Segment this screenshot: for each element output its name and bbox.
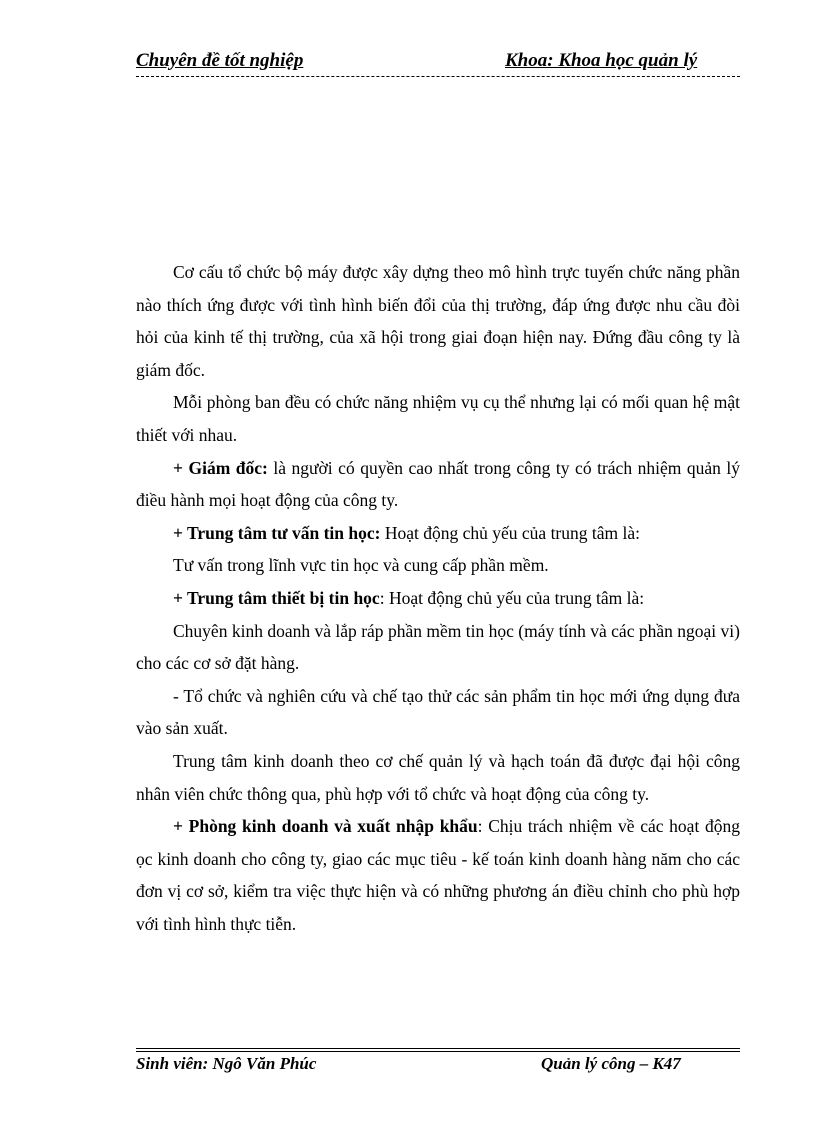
term-phong-kinh-doanh: + Phòng kinh doanh và xuất nhập khẩu <box>173 816 478 837</box>
paragraph-7: Chuyên kinh doanh và lắp ráp phần mềm tin học (máy tính và các phần ngoại vi) cho các cơ sở đặt hàng. <box>136 620 740 674</box>
paragraph-2: Mỗi phòng ban đều có chức năng nhiệm vụ cụ thể nhưng lại có mối quan hệ mật thiết với nhau. <box>136 392 740 445</box>
footer-class: Quản lý công – K47 <box>541 1054 681 1073</box>
term-giam-doc: + Giám đốc: <box>173 457 268 478</box>
header-faculty: Khoa: Khoa học quản lý <box>505 50 698 71</box>
footer-divider-bottom <box>136 1051 740 1052</box>
paragraph-5: Tư vấn trong lĩnh vực tin học và cung cấp phần mềm. <box>173 555 549 576</box>
paragraph-9: Trung tâm kinh doanh theo cơ chế quản lý và hạch toán đã được đại hội công nhân viên chức thông qua, phù hợp với tổ chức và hoạt động của công ty. <box>136 750 740 804</box>
paragraph-8: - Tổ chức và nghiên cứu và chế tạo thử các sản phẩm tin học mới ứng dụng đưa vào sản xuất. <box>136 685 740 739</box>
header-divider <box>136 76 740 77</box>
paragraph-6: + Trung tâm thiết bị tin học: Hoạt động chủ yếu của trung tâm là: <box>173 587 645 608</box>
term-trung-tam-thiet-bi: + Trung tâm thiết bị tin học <box>173 587 380 608</box>
page-header <box>136 50 740 76</box>
document-body <box>136 256 740 940</box>
paragraph-3: + Giám đốc: là người có quyền cao nhất trong công ty có trách nhiệm quản lý điều hành mọi hoạt động của công ty. <box>136 457 740 511</box>
footer-student: Sinh viên: Ngô Văn Phúc <box>136 1054 317 1073</box>
footer-divider-top <box>136 1048 740 1049</box>
paragraph-4: + Trung tâm tư vấn tin học: Hoạt động chủ yếu của trung tâm là: <box>173 522 640 543</box>
page-footer <box>136 1054 740 1078</box>
paragraph-1: Cơ cấu tổ chức bộ máy được xây dựng theo mô hình trực tuyến chức năng phần nào thích ứng được với tình hình biến đổi của thị trường, đáp ứng được nhu cầu đòi hỏi của kinh tế thị trường, của xã hội trong giai đoạn hiện nay. Đứng đầu công ty là giám đốc. <box>136 262 740 380</box>
header-title: Chuyên đề tốt nghiệp <box>136 50 304 71</box>
paragraph-10: + Phòng kinh doanh và xuất nhập khẩu: Chịu trách nhiệm về các hoạt động ọc kinh doanh cho công ty, giao các mục tiêu - kế toán kinh doanh hàng năm cho các đơn vị cơ sở, kiểm tra việc thực hiện và có những phương án điều chỉnh cho phù hợp với tình hình thực tiễn. <box>136 816 740 934</box>
term-trung-tam-tu-van: + Trung tâm tư vấn tin học: <box>173 522 381 543</box>
